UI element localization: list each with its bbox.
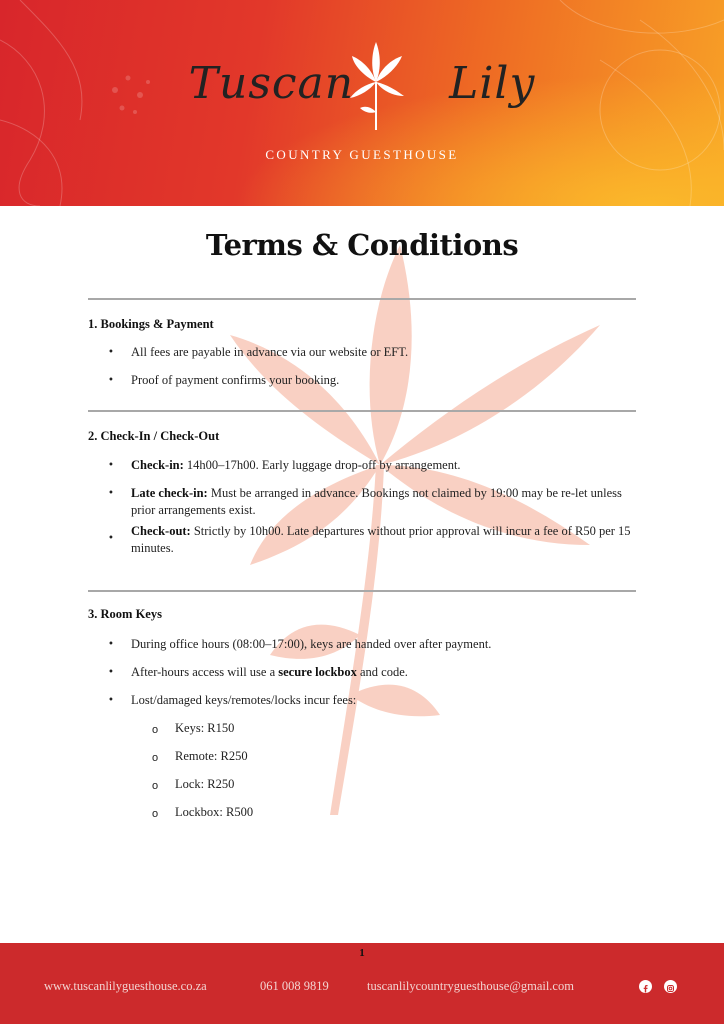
bullet-marker: • (108, 667, 114, 678)
list-item: During office hours (08:00–17:00), keys are handed over after payment. (131, 637, 492, 651)
page-title: Terms & Conditions (205, 228, 519, 262)
sub-bullet-marker: o (152, 724, 159, 736)
section-divider (88, 298, 636, 300)
fee-item-lock: Lock: R250 (175, 777, 235, 791)
section-heading-checkin: 2. Check-In / Check-Out (88, 429, 220, 443)
fee-item-keys: Keys: R150 (175, 721, 235, 735)
sub-bullet-marker: o (152, 780, 159, 792)
list-item: After-hours access will use a secure lockbox and code. (131, 665, 408, 679)
bullet-marker: • (108, 488, 114, 499)
list-item: Lost/damaged keys/remotes/locks incur fees: (131, 693, 357, 707)
section-divider (88, 410, 636, 412)
footer-website-link[interactable]: www.tuscanlilyguesthouse.co.za (44, 979, 207, 993)
sub-bullet-marker: o (152, 808, 159, 820)
instagram-icon[interactable] (664, 980, 677, 993)
facebook-icon[interactable] (639, 980, 652, 993)
list-item: Proof of payment confirms your booking. (131, 373, 340, 387)
fee-item-lockbox: Lockbox: R500 (175, 805, 254, 819)
footer-email-link[interactable]: tuscanlilycountryguesthouse@gmail.com (367, 979, 574, 993)
footer-phone[interactable]: 061 008 9819 (260, 979, 329, 993)
sub-bullet-marker: o (152, 752, 159, 764)
brand-name-part2: Lily (449, 58, 536, 109)
section-heading-room-keys: 3. Room Keys (88, 607, 162, 621)
page-number: 1 (359, 947, 365, 959)
bullet-marker: • (108, 375, 114, 386)
bullet-marker: • (108, 533, 114, 544)
brand-subtitle: COUNTRY GUESTHOUSE (265, 147, 459, 162)
bullet-marker: • (108, 639, 114, 650)
header-banner (0, 0, 724, 206)
bullet-marker: • (108, 347, 114, 358)
section-heading-bookings: 1. Bookings & Payment (88, 317, 214, 331)
brand-name (0, 58, 724, 109)
list-item: Check-in: 14h00–17h00. Early luggage drop-off by arrangement. (131, 458, 461, 472)
list-item: Check-out: Strictly by 10h00. Late departures without prior approval will incur a fee of R50 per 15 minutes. (131, 524, 631, 555)
list-item: Late check-in: Must be arranged in advance. Bookings not claimed by 19:00 may be re-let unless prior arrangements exist. (131, 486, 622, 517)
bullet-marker: • (108, 695, 114, 706)
section-divider (88, 590, 636, 592)
brand-name-part1: Tuscan (188, 58, 355, 109)
bullet-marker: • (108, 460, 114, 471)
fee-item-remote: Remote: R250 (175, 749, 248, 763)
list-item: All fees are payable in advance via our website or EFT. (131, 345, 409, 359)
